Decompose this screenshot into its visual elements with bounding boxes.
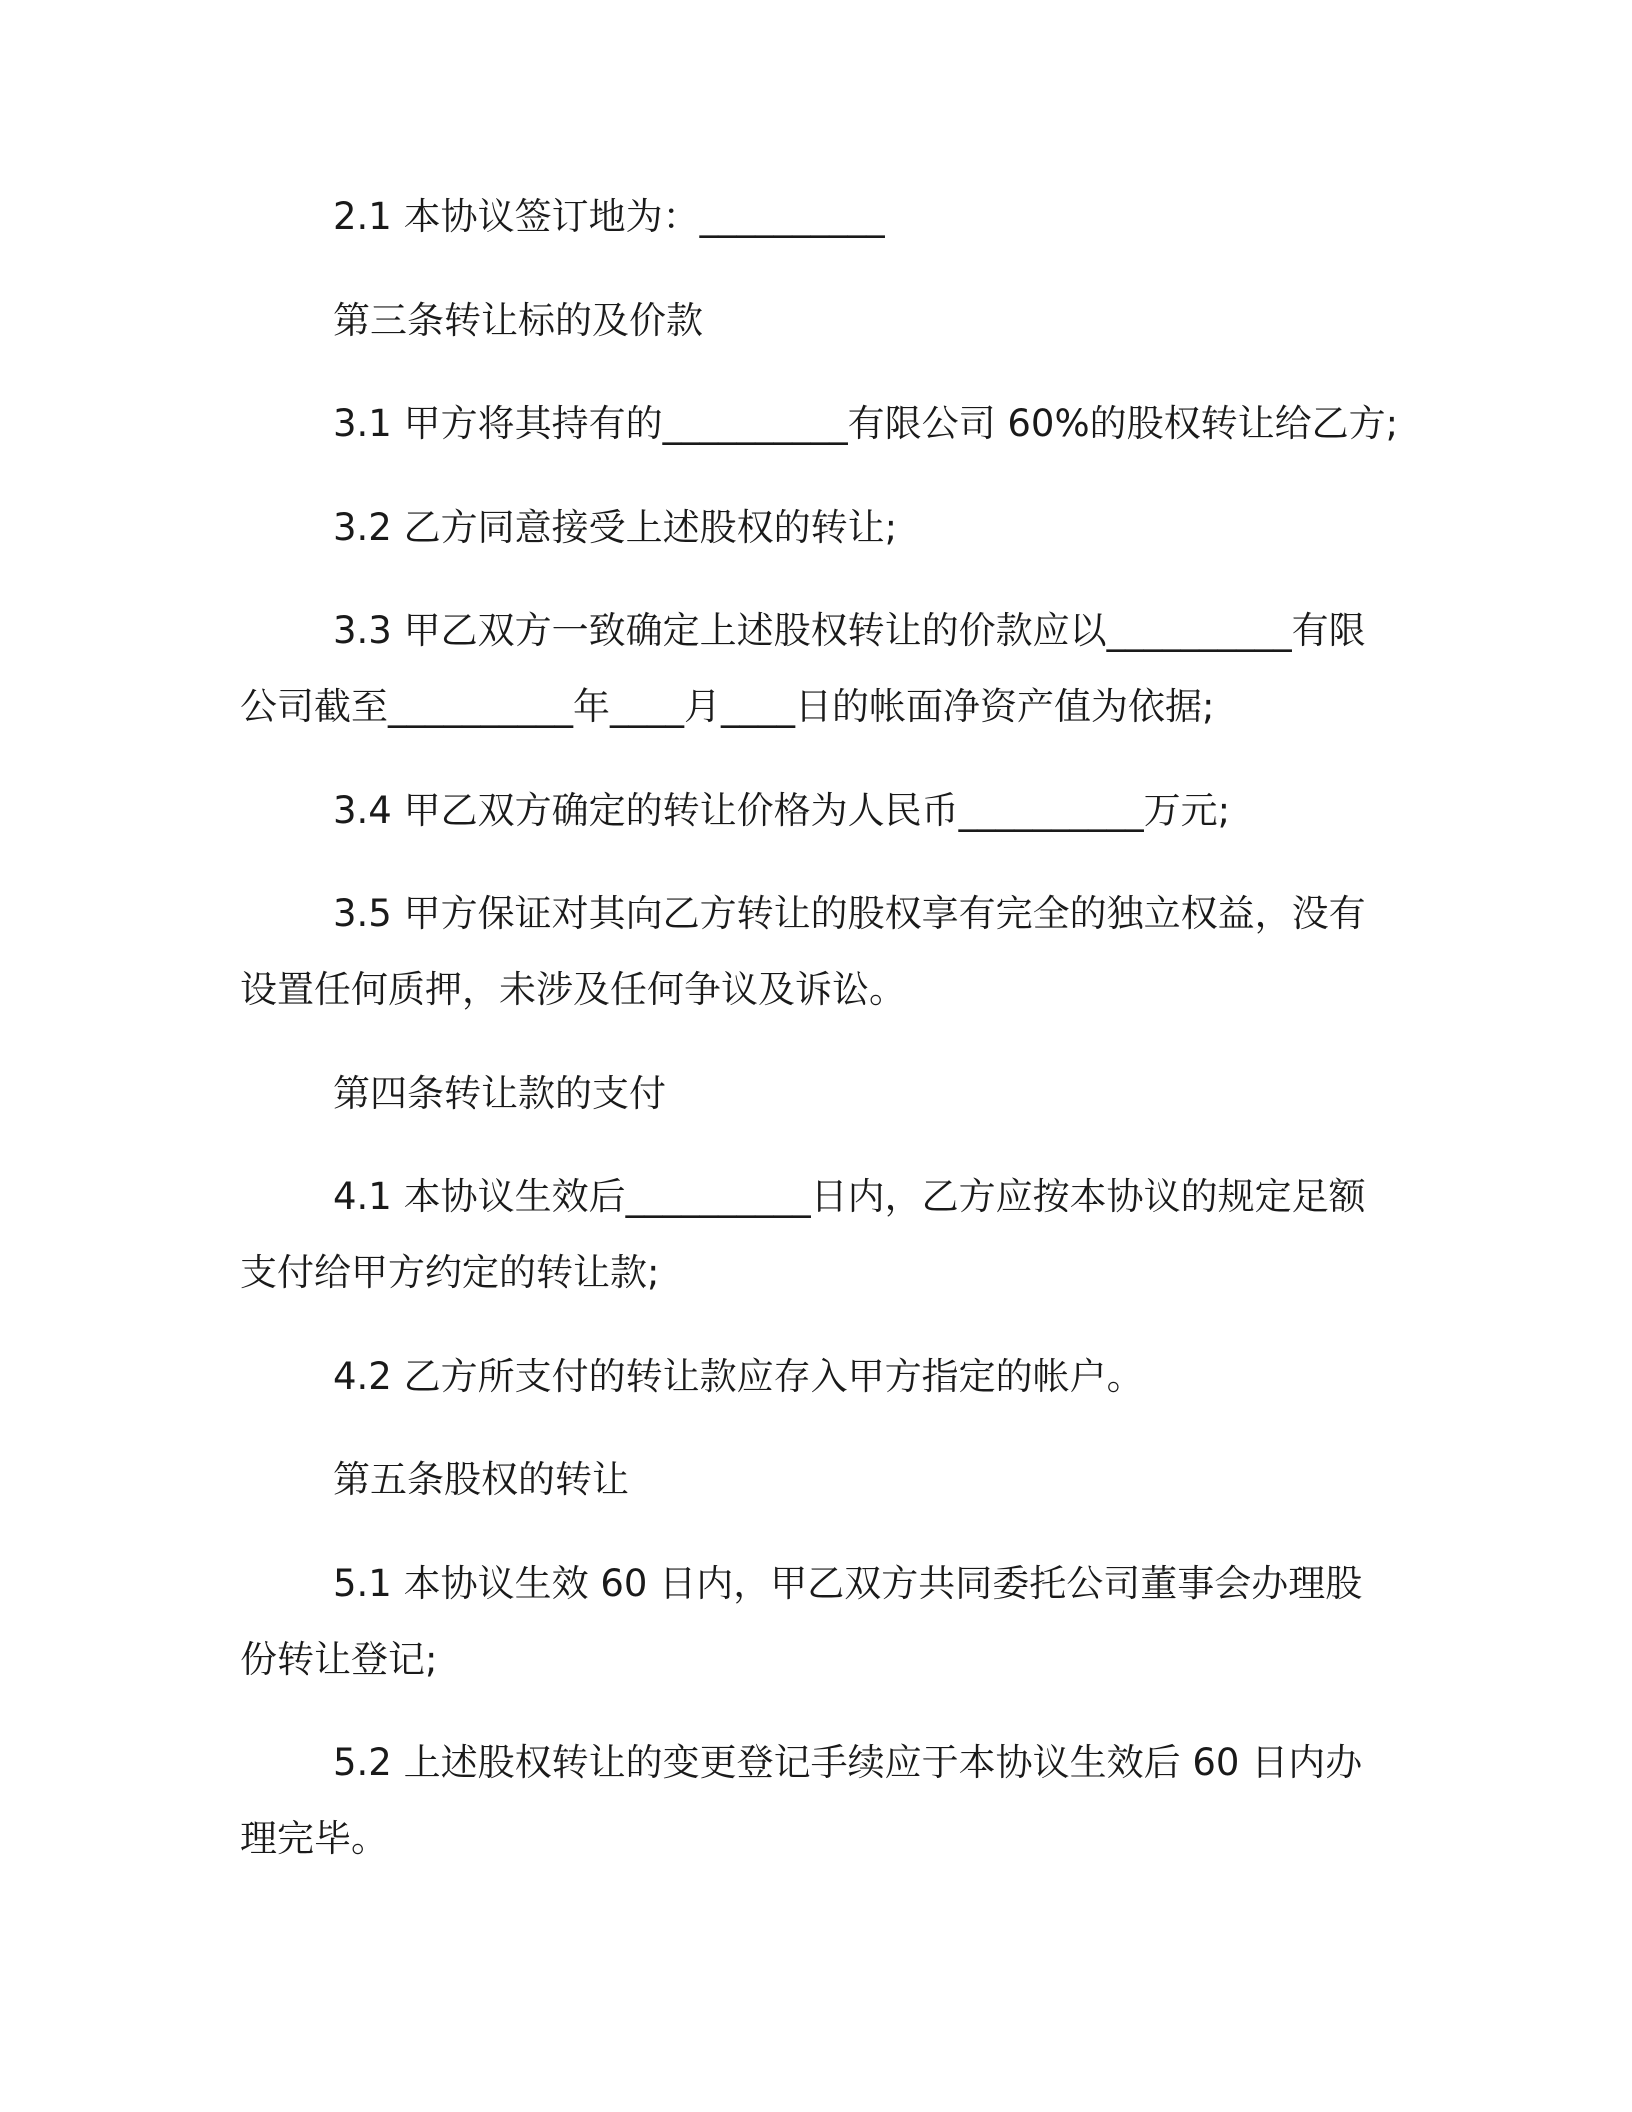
clause-line: 4.1 本协议生效后__________日内，乙方应按本协议的规定足额	[333, 1175, 1366, 1218]
clause-3-5	[240, 876, 1432, 1028]
article-5-heading	[240, 1442, 1432, 1518]
heading-line: 第四条转让款的支付	[333, 1071, 666, 1115]
clause-line-continued: 理完毕。	[240, 1817, 388, 1860]
clause-line: 4.2 乙方所支付的转让款应存入甲方指定的帐户。	[333, 1354, 1144, 1398]
clause-4-1	[240, 1159, 1432, 1311]
clause-line: 3.2 乙方同意接受上述股权的转让;	[333, 505, 898, 549]
clause-line-continued: 份转让登记;	[240, 1637, 438, 1681]
clause-3-3	[240, 593, 1432, 745]
clause-3-2	[240, 490, 1432, 566]
clause-line: 5.1 本协议生效 60 日内，甲乙双方共同委托公司董事会办理股	[333, 1561, 1363, 1605]
clause-line: 3.1 甲方将其持有的__________有限公司 60%的股权转让给乙方;	[333, 402, 1399, 445]
article-3-heading	[240, 283, 1432, 359]
clause-line: 3.4 甲乙双方确定的转让价格为人民币__________万元;	[333, 788, 1231, 832]
clause-line: 3.5 甲方保证对其向乙方转让的股权享有完全的独立权益，没有	[333, 892, 1366, 935]
clause-2-1	[240, 179, 1432, 255]
clause-line: 3.3 甲乙双方一致确定上述股权转让的价款应以__________有限	[333, 609, 1366, 652]
clause-5-2	[240, 1725, 1432, 1877]
clause-3-1	[240, 386, 1432, 462]
heading-line: 第五条股权的转让	[333, 1458, 629, 1501]
clause-5-1	[240, 1546, 1432, 1698]
clause-line-continued: 公司截至__________年____月____日的帐面净资产值为依据;	[240, 685, 1215, 728]
heading-line: 第三条转让标的及价款	[333, 298, 703, 342]
article-4-heading	[240, 1056, 1432, 1132]
clause-line: 2.1 本协议签订地为：__________	[333, 195, 885, 238]
clause-line-continued: 设置任何质押，未涉及任何争议及诉讼。	[240, 968, 906, 1011]
clause-4-2	[240, 1339, 1432, 1415]
clause-line-continued: 支付给甲方约定的转让款;	[240, 1251, 660, 1294]
clause-3-4	[240, 773, 1432, 849]
clause-line: 5.2 上述股权转让的变更登记手续应于本协议生效后 60 日内办	[333, 1741, 1363, 1784]
